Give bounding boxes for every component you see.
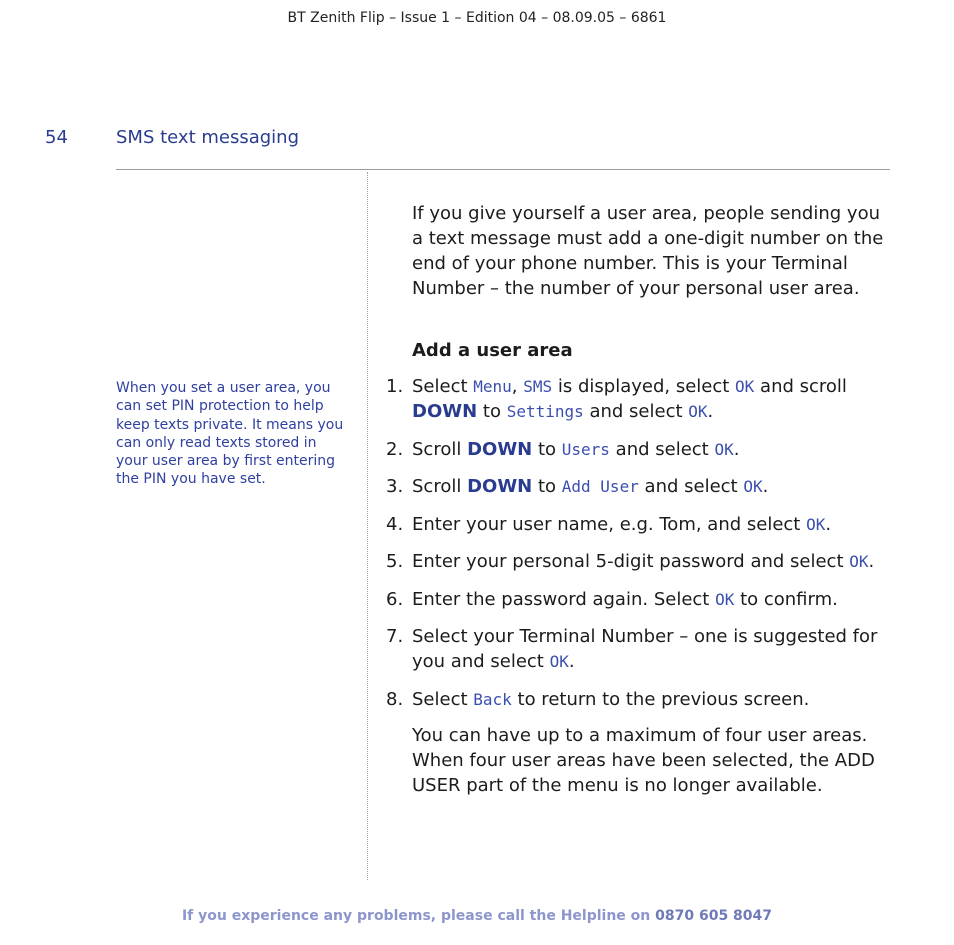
step-text: to [477, 401, 507, 422]
step-3 [386, 474, 890, 499]
step-text: . [568, 651, 575, 672]
display-text-menu: Menu [473, 377, 512, 396]
step-6 [386, 587, 890, 612]
step-text: to [532, 476, 562, 497]
step-text: . [825, 513, 832, 535]
display-text-ok: OK [714, 439, 734, 459]
step-number: 4. [386, 513, 404, 535]
display-text-ok: OK [743, 477, 763, 496]
step-4 [386, 512, 890, 537]
step-text: Enter the password again. Select [412, 588, 716, 610]
step-number: 5. [386, 551, 404, 572]
footer-text: If you experience any problems, please call the Helpline on [181, 908, 656, 924]
step-2 [386, 437, 890, 462]
page-number: 54 [45, 127, 68, 148]
side-note: When you set a user area, you can set PIN protection to help keep texts private. It means you can only read texts stored in your user area by first entering the PIN you have set. [116, 380, 344, 488]
header-rule [116, 169, 890, 170]
document-reference: BT Zenith Flip – Issue 1 – Edition 04 – 08.09.05 – 6861 [287, 10, 667, 26]
step-text: . [733, 438, 740, 460]
step-text: Scroll [412, 438, 468, 460]
step-number: 2. [386, 438, 404, 460]
key-down: DOWN [467, 438, 533, 460]
display-text-ok: OK [715, 589, 735, 609]
step-number: 8. [386, 688, 404, 710]
step-text: to confirm. [734, 588, 838, 610]
step-text: Select your Terminal Number – one is suggested for you and select [412, 626, 878, 672]
display-text-settings: Settings [506, 402, 584, 421]
step-number: 1. [386, 376, 404, 397]
display-text-users: Users [561, 439, 610, 459]
key-down: DOWN [412, 401, 478, 422]
display-text-ok: OK [688, 402, 708, 421]
step-8 [386, 687, 890, 712]
step-text: Scroll [412, 476, 468, 497]
column-divider [367, 172, 368, 880]
display-text-ok: OK [549, 652, 569, 671]
helpline-number: 0870 605 8047 [655, 908, 773, 924]
step-text: and scroll [754, 376, 847, 397]
steps-list [386, 374, 890, 724]
step-text: Enter your user name, e.g. Tom, and select [412, 513, 807, 535]
intro-paragraph: If you give yourself a user area, people sending you a text message must add a one-digit number on the end of your phone number. This is your Terminal Number – the number of your personal user area. [412, 203, 884, 299]
display-text-ok: OK [849, 552, 869, 571]
step-text: and select [583, 401, 689, 422]
key-down: DOWN [467, 476, 533, 497]
step-text: Select [412, 376, 474, 397]
display-text-add-user: Add User [561, 477, 639, 496]
user-area-limit-note: You can have up to a maximum of four user areas. When four user areas have been selected, the ADD USER part of the menu is no longer available. [412, 725, 875, 796]
display-text-sms: SMS [523, 377, 553, 396]
section-title: SMS text messaging [116, 127, 300, 148]
step-5 [386, 549, 890, 574]
step-text: and select [609, 438, 715, 460]
display-text-ok: OK [806, 514, 826, 534]
step-7 [386, 624, 890, 674]
step-text: , [511, 376, 524, 397]
step-1 [386, 374, 890, 424]
step-text: Enter your personal 5-digit password and select [412, 551, 850, 572]
step-text: . [868, 551, 875, 572]
helpline-footer [0, 908, 954, 924]
step-text: Select [412, 688, 474, 710]
step-number: 7. [386, 626, 404, 647]
display-text-back: Back [473, 689, 512, 709]
step-text: is displayed, select [552, 376, 736, 397]
step-text: to [532, 438, 562, 460]
step-text: . [707, 401, 714, 422]
step-number: 6. [386, 588, 404, 610]
step-text: and select [638, 476, 744, 497]
step-text: . [762, 476, 769, 497]
display-text-ok: OK [735, 377, 755, 396]
step-number: 3. [386, 476, 404, 497]
step-text: to return to the previous screen. [511, 688, 810, 710]
subheading: Add a user area [412, 340, 573, 361]
